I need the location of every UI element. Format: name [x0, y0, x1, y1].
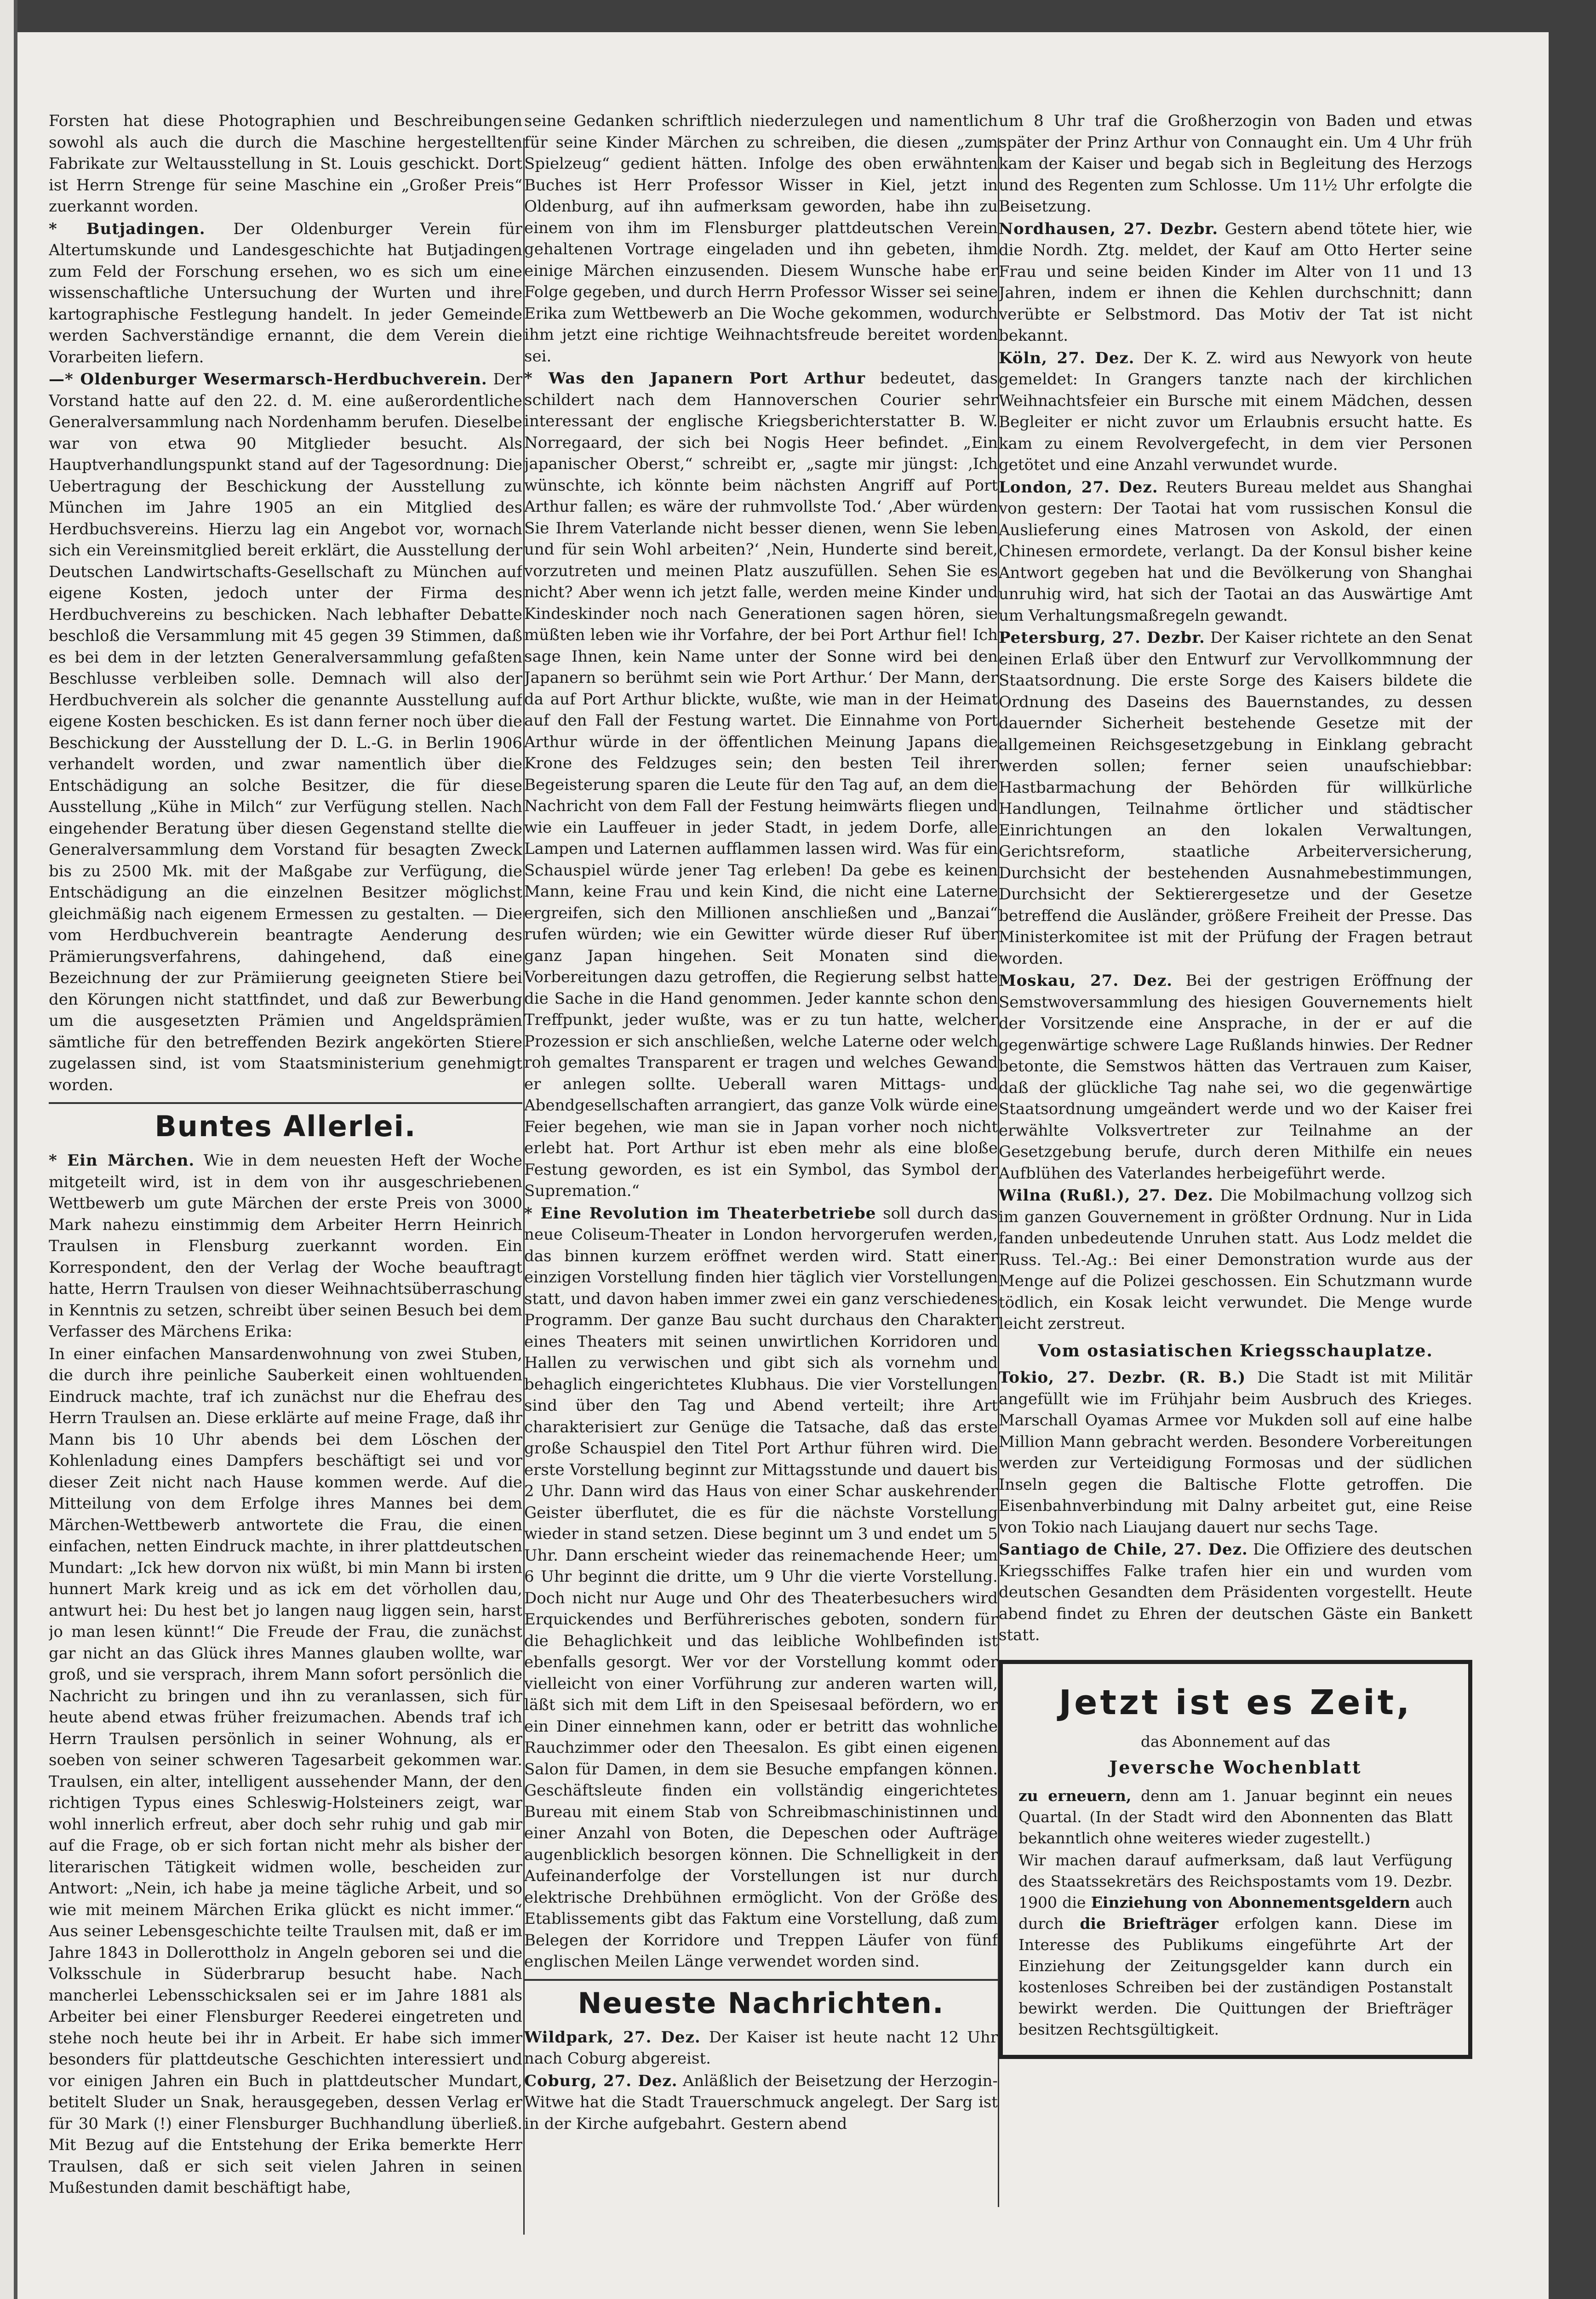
column-3	[999, 110, 1472, 2184]
news-body: Der Kaiser ist heute nacht 12 Uhr nach Coburg abgereist.	[524, 2028, 998, 2068]
section-divider	[524, 1979, 998, 1981]
dateline: Moskau, 27. Dez.	[999, 972, 1173, 990]
article-lead: * Ein Märchen.	[49, 1151, 195, 1170]
ad-text: denn am 1. Januar beginnt ein neues Quartal. (In der Stadt wird den Abonnenten das Blatt bekanntlich ohne weiteres wieder zugestellt.)	[1018, 1786, 1453, 1847]
dateline: Wildpark, 27. Dez.	[524, 2028, 701, 2047]
subsection-title-kriegsschauplatz: Vom ostasiatischen Kriegsschauplatze.	[1038, 1341, 1433, 1361]
article-body: soll durch das neue Coliseum-Theater in London hervorgerufen werden, das binnen kurzem eröffnet werden wird. Statt einer einzigen Vorstellung finden hier täglich vier Vorstellungen statt, und davon haben immer zwei ein ganz verschiedenes Programm. Der ganze Bau sucht durchaus den Charakter eines Theaters mit seinen unwirtlichen Korridoren und Hallen zu verwischen und gibt sich als vornehm und behaglich eingerichtetes Klubhaus. Die vier Vorstellungen sind über den Tag und Abend verteilt; ihre Art charakterisiert zur Genüge die Tatsache, daß das erste große Schauspiel den Titel Port Arthur führen wird. Die erste Vorstellung beginnt zur Mittagsstunde und dauert bis 2 Uhr. Dann wird das Haus von einer Schar auskehrender Geister überflutet, die es für die nächste Vorstellung wieder in stand setzen. Diese beginnt um 3 und endet um 5 Uhr. Dann erscheint wieder das reinemachende Heer; um 6 Uhr beginnt die dritte, um 9 Uhr die vierte Vorstellung. Doch nicht nur Auge und Ohr des Theaterbesuchers wird Erquickendes und Berführerisches geboten, sondern für die Behaglichkeit und das leibliche Wohlbefinden ist ebenfalls gesorgt. Wer vor der Vorstellung kommt oder vielleicht von einer Vorführung zur anderen warten will, läßt sich mit dem Lift in den Speisesaal befördern, wo er ein Diner einnehmen kann, oder er betritt das wohnliche Rauchzimmer oder den Theesalon. Es gibt einen eigenen Salon für Damen, in dem sie Besuche empfangen können. Geschäftsleute finden ein vollständig eingerichtetes Bureau mit einem Stab von Schreibmaschinistinnen und einer Anzahl von Boten, die Depeschen oder Aufträge augenblicklich besorgen können. Die Schnelligkeit in der Aufeinanderfolge der Vorstellungen ist nur durch elektrische Drehbühnen ermöglicht. Von der Größe des Etablissements gibt das Faktum eine Vorstellung, daß zum Belegen der Korridore und Treppen Läufer von fünf englischen Meilen Länge verwendet worden sind.	[524, 1204, 998, 1971]
article-body: Wie in dem neuesten Heft der Woche mitgeteilt wird, ist in dem von ihr ausgeschriebenen Wettbewerb um gute Märchen der erste Preis von 3000 Mark nahezu einstimmig dem Arbeiter Herrn Heinrich Traulsen in Flensburg zuerkannt worden. Ein Korrespondent, den der Verlag der Woche beauftragt hatte, Herrn Traulsen von dieser Weihnachtsüberraschung in Kenntnis zu setzen, schreibt über seinen Besuch bei dem Verfasser des Märchens Erika:	[49, 1151, 522, 1341]
article-butjadingen	[49, 218, 522, 368]
article-port-arthur	[524, 368, 998, 1202]
article-forsten-end: Forsten hat diese Photographien und Beschreibungen sowohl als auch die durch die Maschine hergestellten Fabrikate zur Weltausstellung in St. Louis geschickt. Dort ist Herrn Strenge für seine Maschine ein „Großer Preis“ zuerkannt worden.	[49, 112, 522, 216]
dateline: Tokio, 27. Dezbr. (R. B.)	[999, 1368, 1246, 1387]
newspaper-page	[17, 32, 1549, 2299]
ad-newspaper-name: Jeversche Wochenblatt	[1109, 1756, 1362, 1778]
news-tokio	[999, 1367, 1472, 1538]
article-lead: —* Oldenburger Wesermarsch-Herdbuchverein.	[49, 370, 487, 389]
column-2	[524, 110, 998, 2179]
article-lead: * Eine Revolution im Theaterbetriebe	[524, 1204, 876, 1223]
section-divider	[49, 1102, 522, 1104]
ad-text-renew	[1018, 1785, 1453, 1849]
news-body: Gestern abend tötete hier, wie die Nordh. Ztg. meldet, der Kauf am Otto Herter seine Frau und seine beiden Kinder im Alter von 11 und 13 Jahren, indem er ihnen die Kehlen durchschnitt; dann verübte er Selbstmord. Das Motiv der Tat ist nicht bekannt.	[999, 219, 1472, 345]
news-body: Die Offiziere des deutschen Kriegsschiffes Falke trafen hier ein und wurden vom deutschen Gesandten dem Präsidenten vorgestellt. Heute abend findet zu Ehren der deutschen Gäste ein Bankett statt.	[999, 1540, 1472, 1644]
ad-text: auch durch	[1018, 1893, 1453, 1933]
ad-bold-text: die Briefträger	[1080, 1914, 1218, 1933]
ad-text: Wir machen darauf aufmerksam, daß laut Verfügung des Staatssekretärs des Reichspostamts vom 19. Dezbr. 1900 die	[1018, 1851, 1453, 1911]
article-body: bedeutet, das schildert nach dem Hannoverschen Courier sehr interessant der englische Kriegsberichterstatter B. W. Norregaard, der sich bei Nogis Heer befindet. „Ein japanischer Oberst,“ schreibt er, „sagte mir jüngst: ‚Ich wünschte, ich könnte beim nächsten Angriff auf Port Arthur fallen; es wäre der ruhmvollste Tod.‘ ‚Aber würden Sie Ihrem Vaterlande nicht besser dienen, wenn Sie leben und für sein Wohl arbeiten?‘ ‚Nein, Hunderte sind bereit, vorzutreten und meinen Platz auszufüllen. Sehen Sie es nicht? Aber wenn ich jetzt falle, werden meine Kinder und Kindeskinder noch nach Generationen sagen hören, sie müßten leben wie ihr Vorfahre, der bei Port Arthur fiel! Ich sage Ihnen, kein Name unter der Sonne wird bei den Japanern so berühmt sein wie Port Arthur.‘ Der Mann, der da auf Port Arthur blickte, wußte, wie man in der Heimat auf den Fall der Festung wartet. Die Einnahme von Port Arthur würde in der öffentlichen Meinung Japans die Krone des Feldzuges sein; den besten Teil ihrer Begeisterung sparen die Leute für den Tag auf, an dem die Nachricht von dem Fall der Festung heimwärts fliegen und wie ein Lauffeuer in jeder Stadt, in jedem Dorfe, alle Lampen und Laternen aufflammen lassen wird. Was für ein Schauspiel würde jener Tag erleben! Da gebe es keinen Mann, keine Frau und kein Kind, die nicht eine Laterne ergreifen, sich den Millionen anschließen und „Banzai“ rufen würden; wie ein Gewitter würde dieser Ruf über ganz Japan hingehen. Seit Monaten sind die Vorbereitungen dazu getroffen, die Regierung selbst hatte die Sache in die Hand genommen. Jeder kannte schon den Treffpunkt, jeder wußte, was er zu tun hatte, welcher Prozession er sich anschließen, welche Laterne oder welch roh gemaltes Transparent er tragen und welches Gewand er anlegen sollte. Ueberall waren Mittags- und Abendgesellschaften arrangiert, das ganze Volk würde eine Feier begehen, wie man sie in Japan vorher noch nicht erlebt hat. Port Arthur ist eben mehr als eine bloße Festung geworden, es ist ein Symbol, das Symbol der Supremation.“	[524, 369, 998, 1200]
news-petersburg	[999, 627, 1472, 969]
dateline: Petersburg, 27. Dezbr.	[999, 629, 1205, 647]
news-moskau	[999, 970, 1472, 1184]
news-coburg	[524, 2070, 998, 2135]
news-nordhausen	[999, 218, 1472, 347]
article-body: Der Vorstand hatte auf den 22. d. M. eine außerordentliche Generalversammlung nach Nordenhamm berufen. Dieselbe war von etwa 90 Mitglieder besucht. Als Hauptverhandlungspunkt stand auf der Tagesordnung: Die Uebertragung der Beschickung der Ausstellung zu München im Jahre 1905 an ein Mitglied des Herdbuchsvereins. Hierzu lag ein Angebot vor, wornach sich ein Vereinsmitglied bereit erklärt, die Ausstellung der Deutschen Landwirtschafts-Gesellschaft zu München auf eigene Kosten, jedoch unter der Firma des Herdbuchvereins zu beschicken. Nach lebhafter Debatte beschloß die Versammlung mit 45 gegen 39 Stimmen, daß es bei dem in der letzten Generalversammlung gefaßten Beschlusse verbleiben solle. Demnach will also der Herdbuchverein als solcher die genannte Ausstellung auf eigene Kosten beschicken. Es ist dann ferner noch über die Beschickung der Ausstellung der D. L.-G. in Berlin 1906 verhandelt worden, und zwar namentlich über die Entschädigung an solche Besitzer, die für diese Ausstellung „Kühe in Milch“ zur Verfügung stellen. Nach eingehender Beratung über diesen Gegenstand stellte die Generalversammlung dem Vorstand für besagten Zweck bis zu 2500 Mk. mit der Maßgabe zur Verfügung, die Entschädigung an die einzelnen Besitzer möglichst gleichmäßig nach eigenem Ermessen zu gestalten. — Die vom Herdbuchverein beantragte Aenderung des Prämierungsverfahrens, dahingehend, daß eine Bezeichnung der zur Prämiierung geeigneten Stiere bei den Körungen nicht stattfindet, und daß zur Bewerbung um die ausgesetzten Prämien und Angeldsprämien sämtliche für den betreffenden Bezirk angekörten Stiere zugelassen sind, ist vom Staatsministerium genehmigt worden.	[49, 370, 522, 1094]
ad-lead: zu erneuern,	[1018, 1786, 1132, 1805]
previous-page-edge	[0, 0, 17, 2299]
dateline: Nordhausen, 27. Dezbr.	[999, 219, 1218, 238]
dateline: Wilna (Rußl.), 27. Dez.	[999, 1186, 1214, 1205]
article-theater-revolution	[524, 1203, 998, 1973]
article-maerchen-end: seine Gedanken schriftlich niederzulegen und namentlich für seine Kinder Märchen zu schreiben, die diesen „zum Spielzeug“ gedient hätten. Infolge des oben erwähnten Buches ist Herr Professor Wisser in Kiel, jetzt in Oldenburg, auf ihn aufmerksam geworden, habe ihn zu einem von ihm im Flensburger plattdeutschen Verein gehaltenen Vortrage eingeladen und ihn gebeten, ihm einige Märchen einzusenden. Diesem Wunsche habe er Folge gegeben, und durch Herrn Professor Wisser sei seine Erika zum Wettbewerb an Die Woche gekommen, wodurch ihm jetzt eine richtige Weihnachtsfreude bereitet worden sei.	[524, 112, 998, 366]
news-wilna	[999, 1185, 1472, 1335]
article-lead: * Butjadingen.	[49, 219, 206, 238]
ad-text-notice	[1018, 1850, 1453, 2040]
news-wildpark	[524, 2027, 998, 2070]
dateline: Köln, 27. Dez.	[999, 349, 1135, 367]
article-body: Der Oldenburger Verein für Altertumskunde und Landesgeschichte hat Butjadingen zum Feld der Forschung ersehen, wo es sich um eine wissenschaftliche Untersuchung der Wurten und ihre kartographische Festlegung handelt. In jeder Gemeinde werden Sachverständige ernannt, die dem Verein die Vorarbeiten liefern.	[49, 219, 522, 366]
news-body: Der Kaiser richtete an den Senat einen Erlaß über den Entwurf zur Vervollkommnung der Staatsordnung. Die erste Sorge des Kaisers bildete die Ordnung des Daseins des Bauernstandes, zu dessen dauernder Sicherheit bestehende Gesetze mit der allgemeinen Reichsgesetzgebung in Einklang gebracht werden sollen; ferner seien unaufschiebbar: Hastbarmachung der Behörden für willkürliche Handlungen, Teilnahme örtlicher und städtischer Einrichtungen an den lokalen Verwaltungen, Gerichtsreform, staatliche Arbeiterversicherung, Durchsicht der bestehenden Ausnahmebestimmungen, Durchsicht der Sektierergesetze und der Gesetze betreffend die Ausländer, größere Freiheit der Presse. Das Ministerkomitee ist mit der Prüfung der Fragen betraut worden.	[999, 629, 1472, 968]
column-1	[49, 110, 522, 2207]
article-maerchen	[49, 1150, 522, 1343]
section-title-buntes-allerlei: Buntes Allerlei.	[154, 1109, 417, 1143]
news-london	[999, 477, 1472, 627]
subscription-advertisement	[999, 1660, 1472, 2059]
article-herdbuchverein	[49, 369, 522, 1096]
section-title-neueste-nachrichten: Neueste Nachrichten.	[578, 1986, 944, 2020]
news-body: Anläßlich der Beisetzung der Herzogin-Witwe hat die Stadt Trauerschmuck angelegt. Der Sarg ist in der Kirche aufgebahrt. Gestern abend	[524, 2071, 998, 2133]
news-coburg-end: um 8 Uhr traf die Großherzogin von Baden und etwas später der Prinz Arthur von Connaught ein. Um 4 Uhr früh kam der Kaiser und begab sich in Begleitung des Herzogs und des Regenten zum Schlosse. Um 11½ Uhr erfolgte die Beisetzung.	[999, 112, 1472, 216]
ad-subtitle: das Abonnement auf das	[1140, 1732, 1331, 1750]
ad-title: Jetzt ist es Zeit,	[1058, 1682, 1413, 1722]
article-lead: * Was den Japanern Port Arthur	[524, 369, 866, 388]
ad-text: erfolgen kann. Diese im Interesse des Publikums eingeführte Art der Einziehung der Zeitungsgelder kann durch ein kostenloses Schreiben bei der zuständigen Postanstalt bewirkt werden. Die Quittungen der Briefträger besitzen Rechtsgültigkeit.	[1018, 1914, 1453, 2038]
news-body: Der K. Z. wird aus Newyork von heute gemeldet: In Grangers tanzte nach der kirchlichen Weihnachtsfeier ein Bursche mit einem Mädchen, dessen Begleiter er nicht zuvor um Erlaubnis ersucht hatte. Es kam zu einem Revolvergefecht, in dem vier Personen getötet und eine Anzahl verwundet wurde.	[999, 349, 1472, 474]
news-body: Bei der gestrigen Eröffnung der Semstwoversammlung des hiesigen Gouvernements hielt der Vorsitzende eine Ansprache, in der er auf die gegenwärtige schwere Lage Rußlands hinwies. Der Redner betonte, die Semstwos hätten das Vertrauen zum Kaiser, daß der glückliche Tag nahe sei, wo die gegenwärtige Staatsordnung umgeändert werde und wo der Kaiser frei erwählte Volksvertreter zur Teilnahme an der Gesetzgebung berufe, durch deren Mithilfe ein neues Aufblühen des Vaterlandes herbeigeführt werde.	[999, 972, 1472, 1183]
news-body: Reuters Bureau meldet aus Shanghai von gestern: Der Taotai hat vom russischen Konsul die Auslieferung eines Matrosen von Askold, der einen Chinesen ermordete, verlangt. Da der Konsul bisher keine Antwort gegeben hat und die Bevölkerung von Shanghai unruhig wird, hat sich der Taotai an das Auswärtige Amt um Verhaltungsmaßregeln gewandt.	[999, 478, 1472, 625]
ad-bold-text: Einziehung von Abonnementsgeldern	[1091, 1893, 1411, 1911]
dateline: Coburg, 27. Dez.	[524, 2071, 678, 2090]
news-body: Die Mobilmachung vollzog sich im ganzen Gouvernement in größter Ordnung. Nur in Lida fanden unbedeutende Unruhen statt. Aus Lodz meldet die Russ. Tel.-Ag.: Bei einer Demonstration wurde aus der Menge auf die Polizei geschossen. Ein Schutzmann wurde tödlich, ein Kosak leicht verwundet. Die Menge wurde leicht zerstreut.	[999, 1186, 1472, 1333]
article-maerchen-continued: In einer einfachen Mansardenwohnung von zwei Stuben, die durch ihre peinliche Sauberkeit einen wohltuenden Eindruck machte, traf ich zunächst nur die Ehefrau des Herrn Traulsen an. Diese erklärte auf meine Frage, daß ihr Mann bis 10 Uhr abends bei dem Löschen der Kohlenladung eines Dampfers beschäftigt sei und vor dieser Zeit nicht nach Hause kommen werde. Auf die Mitteilung von dem Erfolge ihres Mannes bei dem Märchen-Wettbewerb antwortete die Frau, die einen einfachen, netten Eindruck machte, in ihrer plattdeutschen Mundart: „Ick hew dorvon nix wüßt, bi min Mann bi irsten hunnert Mark kreig und as ick em det vörhollen dau, antwurt hei: Du hest bet jo langen naug liggen sein, harst jo man lesen künnt!“ Die Freude der Frau, die zunächst gar nicht an das Glück ihres Mannes glauben wollte, war groß, und sie versprach, ihrem Mann sofort persönlich die Nachricht zu bringen und ihn zu veranlassen, sich für heute abend etwas früher freizumachen. Abends traf ich Herrn Traulsen persönlich in seiner Wohnung, als er soeben von seiner schweren Tagesarbeit gekommen war. Traulsen, ein alter, intelligent aussehender Mann, der den richtigen Typus eines Schleswig-Holsteiners zeigt, war wohl innerlich erfreut, aber doch sehr ruhig und gab mir auf die Frage, ob er sich fortan nicht mehr als bisher der literarischen Tätigkeit widmen wolle, bescheiden zur Antwort: „Nein, ich habe ja meine tägliche Arbeit, und so wie mit meinem Märchen Erika glückt es nicht immer.“ Aus seiner Lebensgeschichte teilte Traulsen mit, daß er im Jahre 1843 in Dollerottholz in Angeln geboren sei und die Volksschule in Süderbrarup besucht habe. Nach mancherlei Lebensschicksalen sei er im Jahre 1881 als Arbeiter bei einer Flensburger Reederei eingetreten und stehe noch heute bei ihr in Arbeit. Er habe sich immer besonders für plattdeutsche Geschichten interessiert und vor einigen Jahren ein Buch in plattdeutscher Mundart, betitelt Sluder un Snak, herausgegeben, dessen Verlag er für 30 Mark (!) einer Flensburger Buchhandlung überließ. Mit Bezug auf die Entstehung der Erika bemerkte Herr Traulsen, daß er sich seit vielen Jahren in seinen Mußestunden damit beschäftigt habe,	[49, 1344, 522, 2197]
dateline: London, 27. Dez.	[999, 478, 1158, 497]
dateline: Santiago de Chile, 27. Dez.	[999, 1540, 1248, 1559]
news-santiago	[999, 1539, 1472, 1646]
news-body: Die Stadt ist mit Militär angefüllt wie im Frühjahr beim Ausbruch des Krieges. Marschall Oyamas Armee vor Mukden soll auf eine halbe Million Mann gebracht werden. Besondere Vorbereitungen werden zur Verteidigung Formosas und der südlichen Inseln gegen die Baltische Flotte getroffen. Die Eisenbahnverbindung mit Dalny arbeitet gut, eine Reise von Tokio nach Liaujang dauert nur sechs Tage.	[999, 1368, 1472, 1537]
news-koeln	[999, 348, 1472, 476]
